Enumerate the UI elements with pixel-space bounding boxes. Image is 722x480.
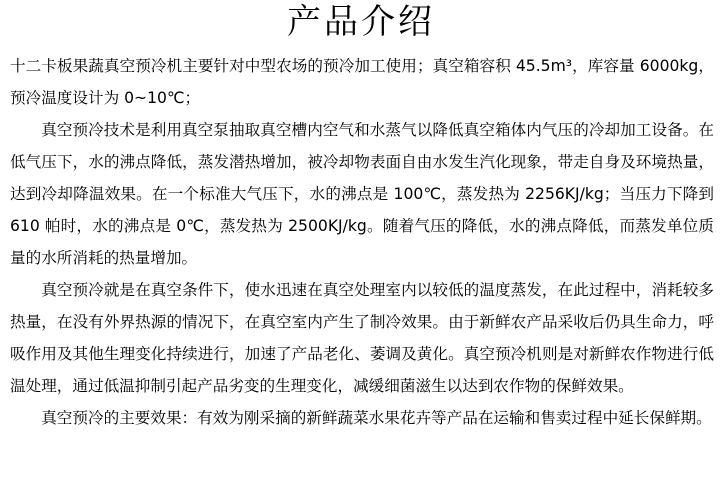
- page-title: 产品介绍: [287, 2, 435, 42]
- paragraph-effect: 真空预冷的主要效果：有效为刚采摘的新鲜蔬菜水果花卉等产品在运输和售卖过程中延长保鲜期。: [41, 409, 712, 427]
- paragraph-principle: 真空预冷就是在真空条件下，使水迅速在真空处理室内以较低的温度蒸发，在此过程中，消耗较多热量，在没有外界热源的情况下，在真空室内产生了制冷效果。由于新鲜农产品采收后仍具生命力，呼吸作用及其他生理变化持续进行，加速了产品老化、萎调及黄化。真空预冷机则是对新鲜农作物进行低温处理，通过低温抑制引起产品劣变的生理变化，减缓细菌滋生以达到农作物的保鲜效果。: [10, 281, 714, 395]
- paragraph-technology: 真空预冷技术是利用真空泵抽取真空槽内空气和水蒸气以降低真空箱体内气压的冷却加工设备。在低气压下，水的沸点降低，蒸发潜热增加，被冷却物表面自由水发生汽化现象，带走自身及环境热量，达到冷却降温效果。在一个标准大气压下，水的沸点是 100℃，蒸发热为 2256KJ/kg；当压力下降到 610 帕时，水的沸点是 0℃，蒸发热为 2500KJ/kg。随着气压的降低，水的沸点降低，而蒸发单位质量的水所消耗的热量增加。: [10, 121, 714, 267]
- article-body: [10, 50, 714, 434]
- paragraph-intro: 十二卡板果蔬真空预冷机主要针对中型农场的预冷加工使用；真空箱容积 45.5m³，库容量 6000kg，预冷温度设计为 0~10℃；: [10, 57, 714, 107]
